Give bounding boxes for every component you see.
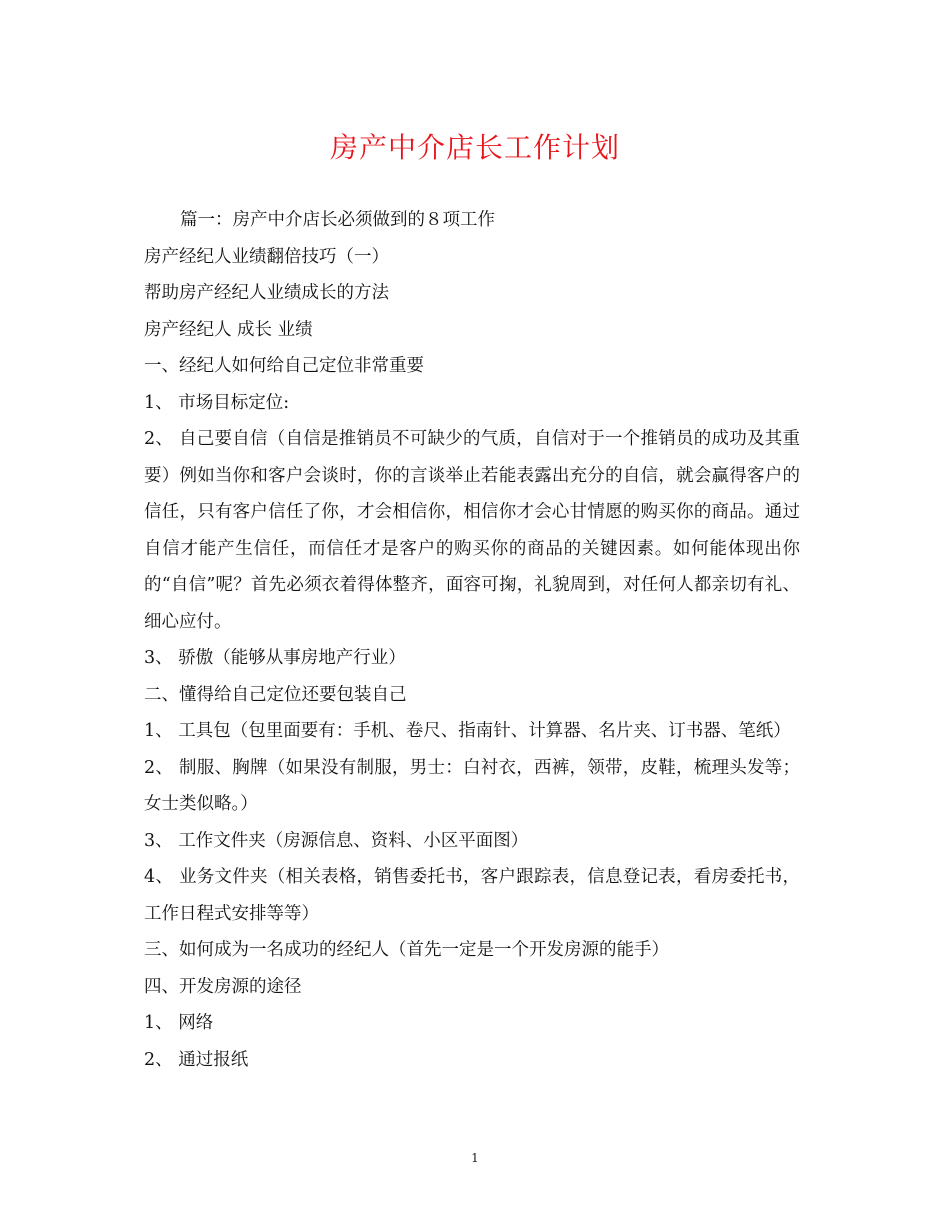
paragraph: 2、 自己要自信（自信是推销员不可缺少的气质，自信对于一个推销员的成功及其重要）例如当你和客户会谈时，你的言谈举止若能表露出充分的自信，就会赢得客户的信任，只有客户信任了你，才会相信你，相信你才会心甘情愿的购买你的商品。通过自信才能产生信任，而信任才是客户的购买你的商品的关键因素。如何能体现出你的“自信”呢？首先必须衣着得体整齐，面容可掬，礼貌周到，对任何人都亲切有礼、细心应付。 <box>144 429 800 632</box>
paragraph: 2、 制服、胸牌（如果没有制服，男士：白衬衣，西裤，领带，皮鞋，梳理头发等；女士类似略。） <box>144 757 800 814</box>
paragraph: 四、开发房源的途径 <box>144 976 302 997</box>
document-body <box>144 202 800 1078</box>
paragraph: 1、 网络 <box>144 1013 214 1033</box>
paragraph: 4、 业务文件夹（相关表格，销售委托书，客户跟踪表，信息登记表，看房委托书，工作日程式安排等等） <box>144 867 800 924</box>
paragraph: 二、懂得给自己定位还要包装自己 <box>144 684 407 705</box>
paragraph: 一、经纪人如何给自己定位非常重要 <box>144 356 424 376</box>
page-number: 1 <box>471 1151 479 1165</box>
paragraph-section-heading: 篇一：房产中介店长必须做到的８项工作 <box>180 210 495 230</box>
paragraph: 房产经纪人业绩翻倍技巧（一） <box>144 246 389 267</box>
paragraph: 1、 工具包（包里面要有：手机、卷尺、指南针、计算器、名片夹、订书器、笔纸） <box>144 721 791 741</box>
paragraph: 2、 通过报纸 <box>144 1049 249 1070</box>
document-title: 房产中介店长工作计划 <box>329 131 620 164</box>
paragraph: 帮助房产经纪人业绩成长的方法 <box>144 283 389 303</box>
paragraph: 3、 工作文件夹（房源信息、资料、小区平面图） <box>144 830 529 851</box>
paragraph: 三、如何成为一名成功的经纪人（首先一定是一个开发房源的能手） <box>144 940 669 960</box>
paragraph: 3、 骄傲（能够从事房地产行业） <box>144 648 406 668</box>
paragraph: 1、 市场目标定位: <box>144 392 290 413</box>
paragraph: 房产经纪人 成长 业绩 <box>144 319 313 340</box>
